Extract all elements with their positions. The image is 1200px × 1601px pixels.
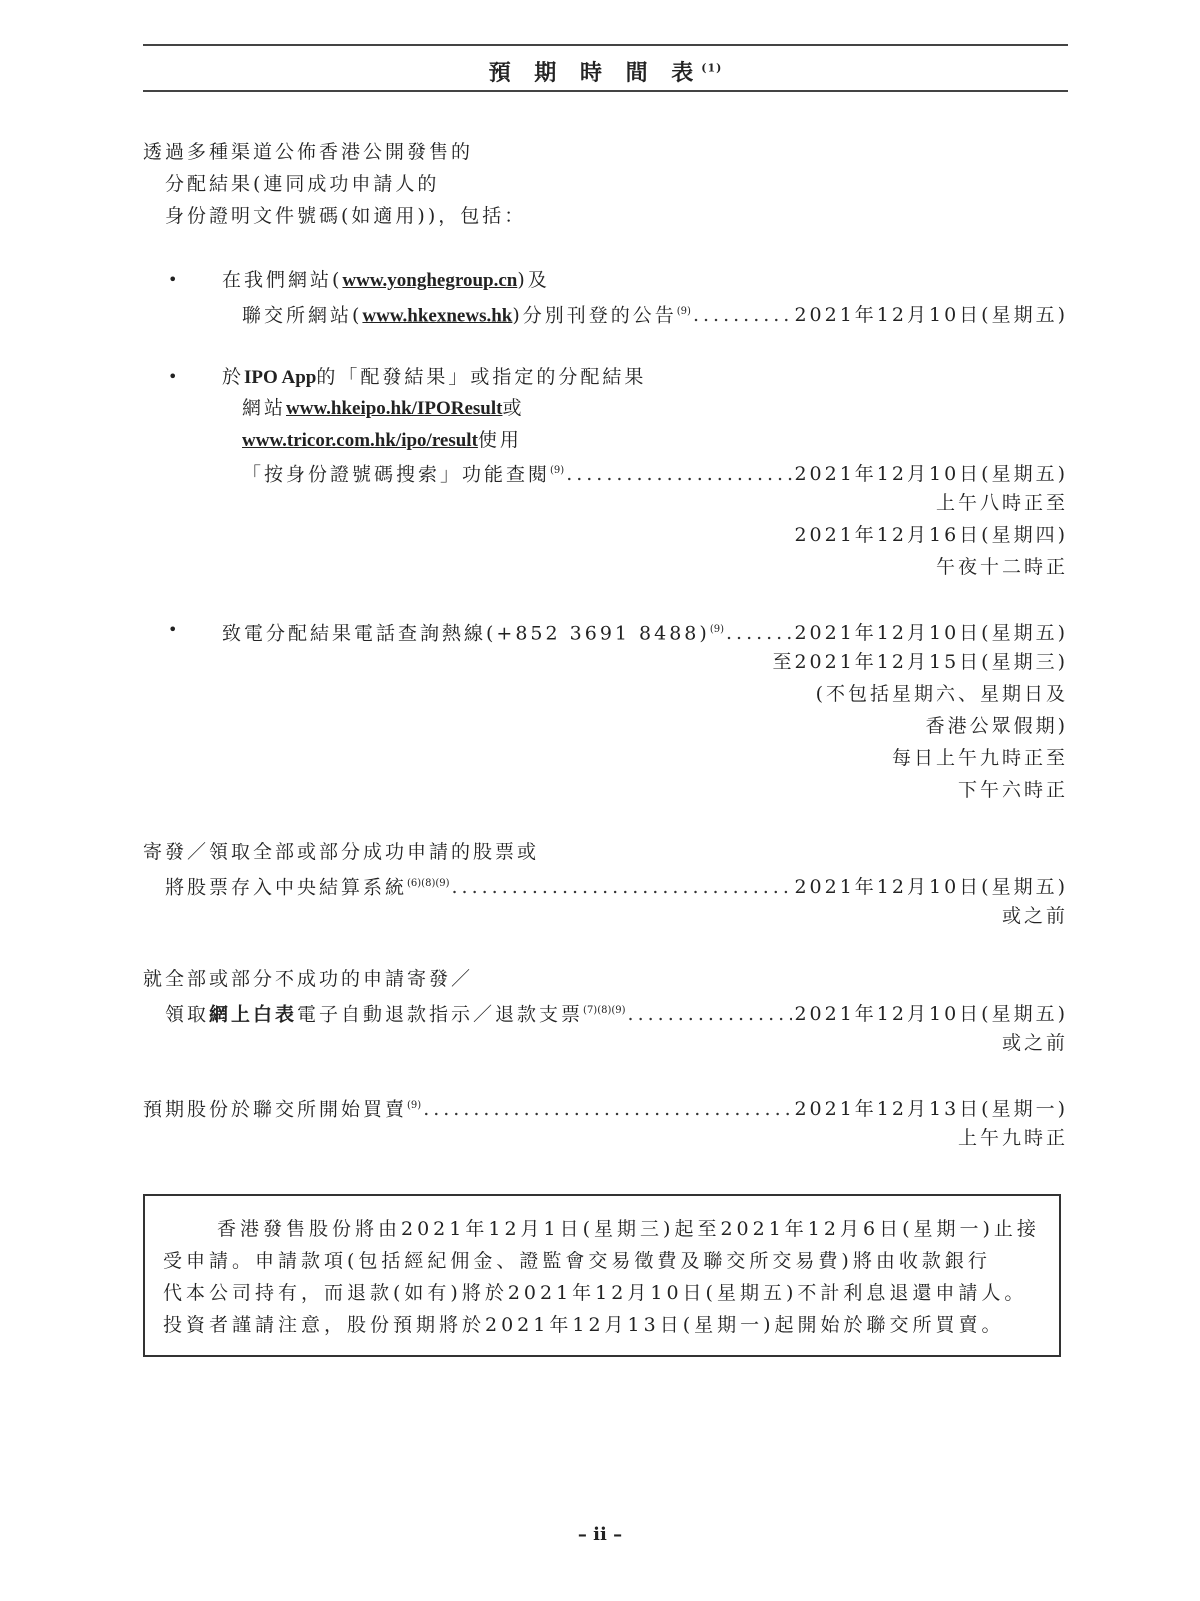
ipo-app-label: IPO App [244, 367, 317, 388]
dispatch-line1: 寄發／領取全部或部分成功申請的股票或 [143, 841, 540, 863]
footnote-ref: (7)(8)(9) [583, 1005, 626, 1016]
item2-line1 [222, 364, 646, 391]
tricor-link[interactable]: www.tricor.com.hk/ipo/result [242, 430, 478, 451]
intro-line: 身份證明文件號碼(如適用))，包括： [165, 205, 527, 227]
item1-line2-text [242, 299, 691, 329]
footnote-ref: (6)(8)(9) [407, 878, 450, 889]
page-number: – ii – [577, 1524, 623, 1545]
bullet: • [168, 620, 178, 639]
leader-dots [726, 620, 792, 646]
leader-dots [423, 1096, 792, 1122]
notice-line: 投資者謹請注意，股份預期將於2021年12月13日(星期一)起開始於聯交所買賣。 [163, 1314, 1005, 1336]
item2-time-line: 2021年12月16日(星期四) [794, 524, 1068, 546]
hkeipo-link[interactable]: www.hkeipo.hk/IPOResult [286, 398, 503, 419]
hotline-label: 致電分配結果電話查詢熱線(+852 3691 8488) [222, 622, 710, 645]
notice-line: 代本公司持有，而退款(如有)將於2021年12月10日(星期五)不計利息退還申請人。 [163, 1282, 1028, 1304]
item1-line2 [242, 299, 1068, 329]
notice-line: 香港發售股份將由2021年12月1日(星期三)起至2021年12月6日(星期一)止接 [217, 1218, 1040, 1240]
yonghe-link[interactable]: www.yonghegroup.cn [342, 270, 518, 291]
item2-line1-post: 的「配發結果」或指定的分配結果 [316, 366, 647, 388]
dispatch-line2-text [165, 871, 450, 900]
hkexnews-link[interactable]: www.hkexnews.hk [362, 305, 513, 327]
item1-date: 2021年12月10日(星期五) [794, 304, 1068, 327]
dispatch-date: 2021年12月10日(星期五) [794, 876, 1068, 899]
header-top-rule [143, 44, 1068, 46]
item2-line3 [242, 427, 522, 454]
refund-after: 或之前 [1001, 1032, 1068, 1054]
notice-box [143, 1194, 1061, 1357]
leader-dots [693, 302, 793, 328]
item2-line4-label: 「按身份證號碼搜索」功能查閱 [242, 463, 551, 486]
item2-line4 [242, 458, 1068, 487]
refund-line2-post: 電子自動退款指示／退款支票 [297, 1003, 584, 1026]
intro-line: 分配結果(連同成功申請人的 [165, 173, 440, 195]
intro-line: 透過多種渠道公佈香港公開發售的 [143, 141, 474, 163]
item2-line2-post: 或 [502, 397, 525, 419]
item2-date: 2021年12月10日(星期五) [794, 463, 1068, 486]
item3-extra-line: 每日上午九時正至 [891, 747, 1068, 769]
item3-extra-line: (不包括星期六、星期日及 [815, 683, 1068, 705]
refund-date: 2021年12月10日(星期五) [794, 1003, 1068, 1026]
footnote-ref: (9) [407, 1100, 422, 1111]
bullet: • [168, 367, 178, 386]
item2-line3-post: 使用 [477, 429, 522, 451]
item3-extra-line: 至2021年12月15日(星期三) [772, 651, 1068, 673]
item2-line4-text [242, 458, 564, 487]
item1-line1 [222, 267, 550, 294]
title-note: (1) [701, 61, 723, 75]
footnote-ref: (9) [676, 306, 691, 317]
leader-dots [452, 874, 793, 900]
item2-line2 [242, 395, 524, 422]
bullet: • [168, 270, 178, 289]
item2-line1-pre: 於 [222, 366, 245, 388]
item3-line [222, 617, 1068, 646]
dealing-line [143, 1093, 1068, 1122]
item2-time-line: 午夜十二時正 [935, 556, 1068, 578]
page-title [143, 56, 1068, 87]
header-bottom-rule [143, 90, 1068, 92]
leader-dots [566, 461, 792, 487]
dealing-text [143, 1093, 421, 1122]
item2-line2-pre: 網站 [242, 397, 287, 419]
leader-dots [628, 1001, 793, 1027]
refund-line2-text [165, 998, 626, 1027]
item1-line2-post: )分別刊登的公告 [512, 304, 677, 327]
item2-time-line: 上午八時正至 [935, 492, 1068, 514]
refund-line2 [165, 998, 1068, 1027]
dealing-date: 2021年12月13日(星期一) [794, 1098, 1068, 1121]
dealing-label: 預期股份於聯交所開始買賣 [143, 1098, 408, 1121]
footnote-ref: (9) [550, 465, 565, 476]
refund-line1: 就全部或部分不成功的申請寄發／ [143, 968, 474, 990]
page-title-text: 預 期 時 間 表 [488, 60, 702, 86]
dispatch-line2 [165, 871, 1068, 900]
item1-line2-pre: 聯交所網站( [242, 304, 363, 327]
item1-line1-post: )及 [517, 269, 550, 291]
dispatch-line2-label: 將股票存入中央結算系統 [165, 876, 408, 899]
item3-extra-line: 香港公眾假期) [925, 715, 1068, 737]
item3-extra-line: 下午六時正 [957, 779, 1068, 801]
item3-date: 2021年12月10日(星期五) [794, 622, 1068, 645]
dispatch-after: 或之前 [1001, 905, 1068, 927]
notice-line: 受申請。申請款項(包括經紀佣金、證監會交易徵費及聯交所交易費)將由收款銀行 [163, 1250, 991, 1272]
item3-text [222, 617, 724, 646]
footnote-ref: (9) [709, 624, 724, 635]
refund-line2-pre: 領取 [165, 1003, 210, 1026]
white-form-label: 網上白表 [209, 1003, 298, 1026]
item1-line1-pre: 在我們網站( [222, 269, 343, 291]
dealing-time: 上午九時正 [957, 1127, 1068, 1149]
